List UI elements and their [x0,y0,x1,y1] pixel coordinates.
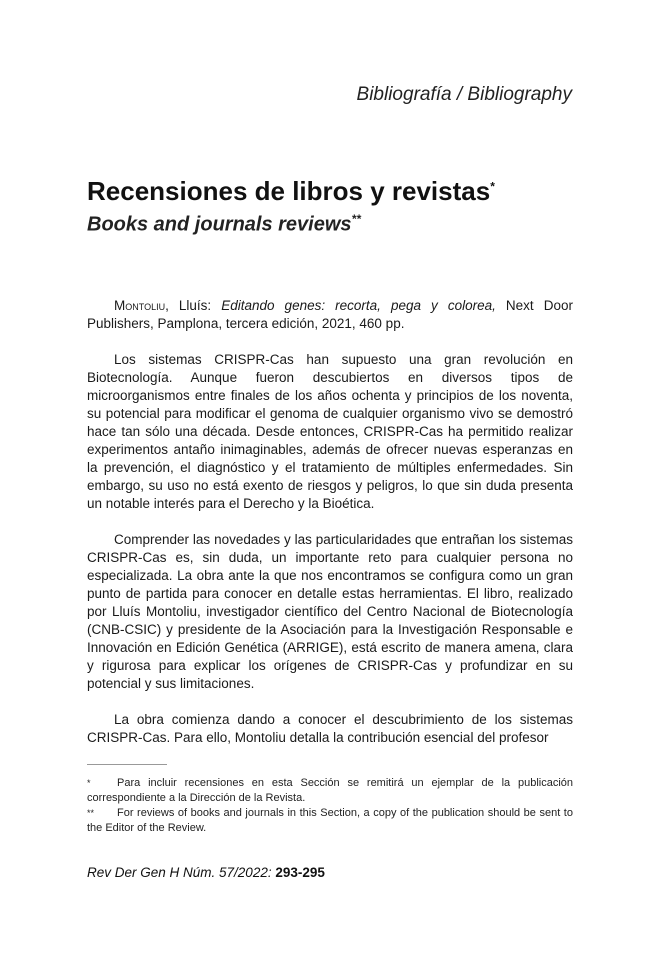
paragraph: La obra comienza dando a conocer el descubrimiento de los sistemas CRISPR-Cas. Para ello, Montoliu detalla la contribución esencial del profesor [87,712,573,745]
book-title: Editando genes: recorta, pega y colorea, [221,298,496,313]
footnote-text: For reviews of books and journals in this Section, a copy of the publication should be sent to the Editor of the Review. [87,807,573,834]
author-surname: Montoliu [114,298,166,313]
title-text: Recensiones de libros y revistas [87,176,491,206]
footnotes [87,776,573,836]
title-footnote-mark: * [490,179,495,194]
footnote-divider [87,764,167,765]
page-subtitle [87,212,361,237]
paragraph: Comprender las novedades y las particularidades que entrañan los sistemas CRISPR-Cas es, sin duda, un importante reto para cualquier persona no especializada. La obra ante la que nos encontramos se configura como un gran punto de partida para conocer en detalle estas herramientas. El libro, realizado por Lluís Montoliu, investigador científico del Centro Nacional de Biotecnología (CNB-CSIC) y presidente de la Asociación para la Investigación Responsable e Innovación en Edición Genética (ARRIGE), está escrito de manera amena, clara y rigurosa para explicar los orígenes de CRISPR-Cas y profundizar en su potencial y sus limitaciones. [87,532,573,691]
footnote [87,806,573,836]
footnote-mark: * [87,778,91,788]
footnote [87,776,573,806]
publication-details: Next Door Publishers, Pamplona, tercera edición, 2021, 460 pp. [87,298,573,331]
subtitle-text: Books and journals reviews [87,213,352,236]
footnote-mark: ** [87,808,95,818]
paragraph: Los sistemas CRISPR-Cas han supuesto una gran revolución en Biotecnología. Aunque fueron descubiertos en diversos tipos de microorganismos entre finales de los años ochenta y principios de los noventa, su potencial para modificar el genoma de cualquier organismo vivo se demostró hace tan sólo una década. Desde entonces, CRISPR-Cas ha permitido realizar experimentos antaño inimaginables, además de ofrecer nuevas esperanzas en la prevención, el diagnóstico y el tratamiento de múltiples enfermedades. Sin embargo, su uso no está exento de riesgos y peligros, lo que sin duda presenta un notable interés para el Derecho y la Bioética. [87,352,573,511]
journal-reference: Rev Der Gen H Núm. 57/2022: [87,865,272,880]
page-footer [87,865,325,880]
section-header: Bibliografía / Bibliography [356,84,572,105]
subtitle-footnote-mark: ** [351,212,361,226]
page-range: 293-295 [271,865,325,880]
page-title [87,176,587,207]
author-given: , Lluís: [165,298,222,313]
review-body [87,297,573,765]
footnote-text: Para incluir recensiones en esta Sección se remitirá un ejemplar de la publicación correspondiente a la Dirección de la Revista. [87,777,573,804]
book-citation [87,297,573,333]
